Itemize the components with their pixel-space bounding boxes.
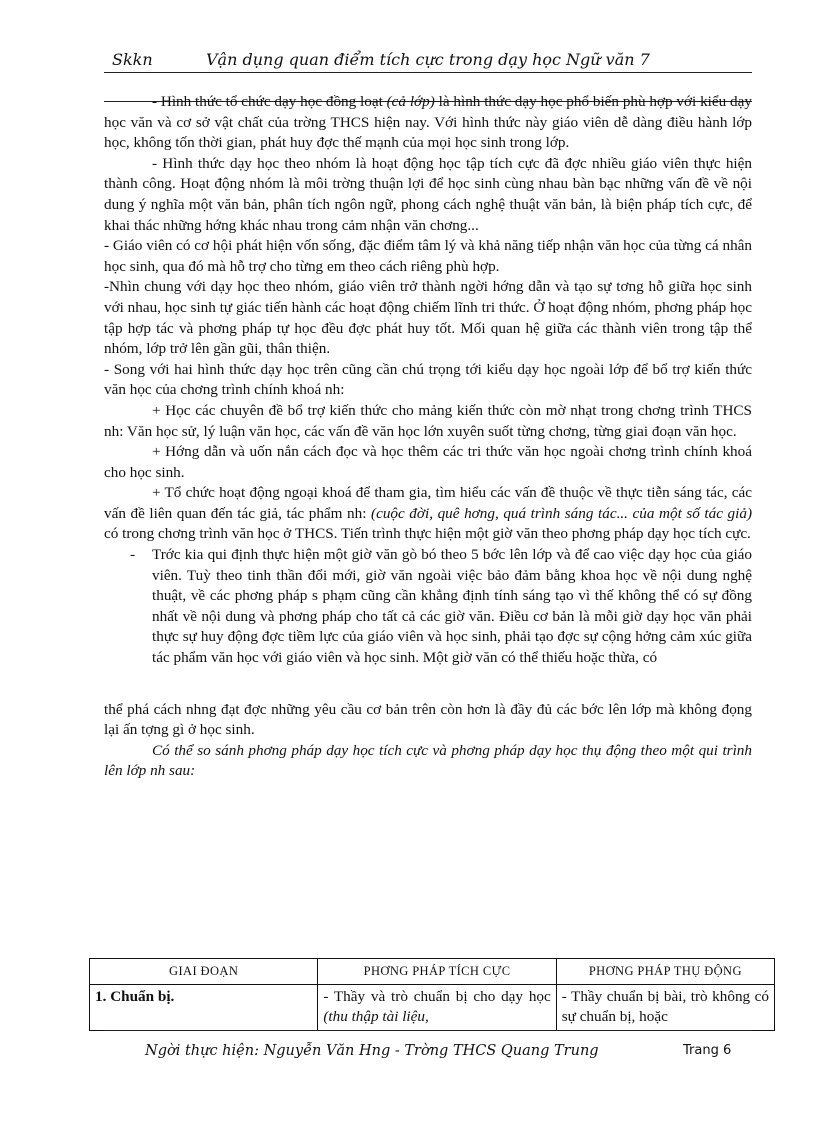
- header-title: Vận dụng quan điểm tích cực trong dạy học Ngữ văn 7: [206, 50, 650, 69]
- header-passive-method: PHƠNG PHÁP THỤ ĐỘNG: [556, 959, 774, 985]
- text-run: - Giáo viên có cơ hội phát hiện vốn sống, đặc điểm tâm lý và khả năng tiếp nhận văn học của từng cá nhân học sinh, qua đó mà hỗ trợ cho từng em theo cách riêng phù hợp.: [104, 237, 752, 275]
- italic-run: Có thể so sánh phơng pháp dạy học tích cực và phơng pháp dạy học thụ động theo một qui trình lên lớp nh sau:: [104, 741, 752, 780]
- paragraph: [104, 236, 752, 277]
- text-run: - Hình thức tổ chức dạy học đồng loạt: [152, 93, 387, 110]
- body-text: [104, 92, 752, 782]
- paragraph: [104, 360, 752, 401]
- paragraph: [104, 545, 752, 669]
- page-gap: [104, 669, 752, 700]
- table-row: [90, 984, 775, 1030]
- text-run: - Thầy và trò chuẩn bị cho dạy học: [323, 987, 551, 1005]
- paragraph: [104, 92, 752, 154]
- table-header-row: [90, 959, 775, 985]
- page-footer: [145, 1043, 755, 1059]
- cell-passive-method: [556, 984, 774, 1030]
- header-label: Skkn: [112, 50, 153, 69]
- header-stage: GIAI ĐOẠN: [90, 959, 318, 985]
- paragraph: [104, 442, 752, 483]
- header-rule: [104, 72, 752, 73]
- text-run: thể phá cách nhng đạt đợc những yêu cầu cơ bản trên còn hơn là đầy đủ các bớc lên lớp mà không đọng lại ấn tợng gì ở học sinh.: [104, 700, 752, 739]
- text-run: - Hình thức dạy học theo nhóm là hoạt động học tập tích cực đã đợc nhiều giáo viên thực hiện thành công. Hoạt động nhóm là môi trờng thuận lợi để học sinh cùng nhau bàn bạc những vấn đề về nội dung ý nghĩa một văn bản, phân tích ngôn ngữ, phong cách nghệ thuật văn bản, là biện pháp tích cực, để khai thác những hớng khác nhau trong cảm nhận văn chơng...: [104, 154, 752, 234]
- italic-run: (cuộc đời, quê hơng, quá trình sáng tác... của một số tác giả): [371, 504, 752, 522]
- text-run: + Tổ chức hoạt động ngoại khoá để tham gia, tìm hiểu các vấn đề thuộc về thực tiễn sáng tác, các vấn đề liên quan đến tác giả, tác phẩm nh:: [104, 484, 752, 522]
- paragraph: [104, 741, 752, 782]
- text-run: là hình thức dạy học phổ biến phù hợp với kiểu dạy học văn và cơ sở vật chất của trờng THCS hiện nay. Với hình thức này giáo viên dễ dàng điều hành lớp học, không tốn thời gian, phát huy đợc thế mạnh của mọi học sinh trong lớp.: [104, 93, 752, 152]
- text-run: -Nhìn chung với dạy học theo nhóm, giáo viên trở thành ngời hớng dẫn và tạo sự tơng hỗ giữa học sinh với nhau, học sinh tự giác tiến hành các hoạt động chiếm lĩnh tri thức. Ở hoạt động nhóm, phơng pháp học tập hợp tác và phơng pháp tự học đều đợc phát huy tốt. Mối quan hệ giữa các thành viên trong tập thể nhóm, lớp trở lên gần gũi, thân thiện.: [104, 278, 752, 358]
- cell-stage: 1. Chuẩn bị.: [90, 984, 318, 1030]
- italic-run: (cả lớp): [386, 93, 435, 110]
- text-run: Trớc kia qui định thực hiện một giờ văn gò bó theo 5 bớc lên lớp và để cao việc dạy học của giáo viên. Tuỳ theo tinh thần đổi mới, giờ văn ngoài việc bảo đảm bằng khoa học về nội dung nghệ thuật, về các phơng pháp s phạm cũng cần khẳng định tính sáng tạo vì thế không thể có sự đồng nhất về nội dung và phơng pháp cho tất cả các giờ văn. Điều cơ bản là mỗi giờ dạy học văn phải thực sự huy động đợc tiềm lực của giáo viên và học sinh, phải tạo đợc sự cộng hởng cảm xúc giữa tác phẩm văn học với giáo viên và học sinh. Một giờ văn có thể thiếu hoặc thừa, có: [152, 546, 752, 667]
- paragraph: [104, 700, 752, 741]
- footer-author: Ngời thực hiện: Nguyễn Văn Hng - Trờng THCS Quang Trung: [145, 1043, 599, 1059]
- text-run: + Hớng dẫn và uốn nắn cách đọc và học thêm các tri thức văn học ngoài chơng trình chính khoá cho học sinh.: [104, 443, 752, 481]
- italic-run: (thu thập tài liệu,: [323, 1008, 429, 1026]
- page-number: Trang 6: [683, 1043, 732, 1058]
- comparison-table: [89, 958, 775, 1031]
- text-run: - Thầy chuẩn bị bài, trò không có sự chuẩn bị, hoặc: [561, 987, 769, 1026]
- text-run: có trong chơng trình văn học ở THCS. Tiến trình thực hiện một giờ văn theo phơng pháp dạy học tích cực.: [104, 525, 751, 543]
- footer-rule: [104, 1030, 752, 1031]
- cell-active-method: [318, 984, 556, 1030]
- dash-marker: -: [130, 546, 136, 564]
- paragraph: [104, 483, 752, 545]
- text-run: + Học các chuyên đề bổ trợ kiến thức cho mảng kiến thức còn mờ nhạt trong chơng trình THCS nh: Văn học sử, lý luận văn học, các vấn đề văn học lớn xuyên suốt từng chơng, từng giai đoạn văn học.: [104, 401, 752, 440]
- paragraph: [104, 154, 752, 236]
- text-run: - Song với hai hình thức dạy học trên cũng cần chú trọng tới kiểu dạy học ngoài lớp để bổ trợ kiến thức văn học của chơng trình chính khoá nh:: [104, 360, 752, 399]
- header-active-method: PHƠNG PHÁP TÍCH CỰC: [318, 959, 556, 985]
- paragraph: [104, 277, 752, 359]
- paragraph: [104, 401, 752, 442]
